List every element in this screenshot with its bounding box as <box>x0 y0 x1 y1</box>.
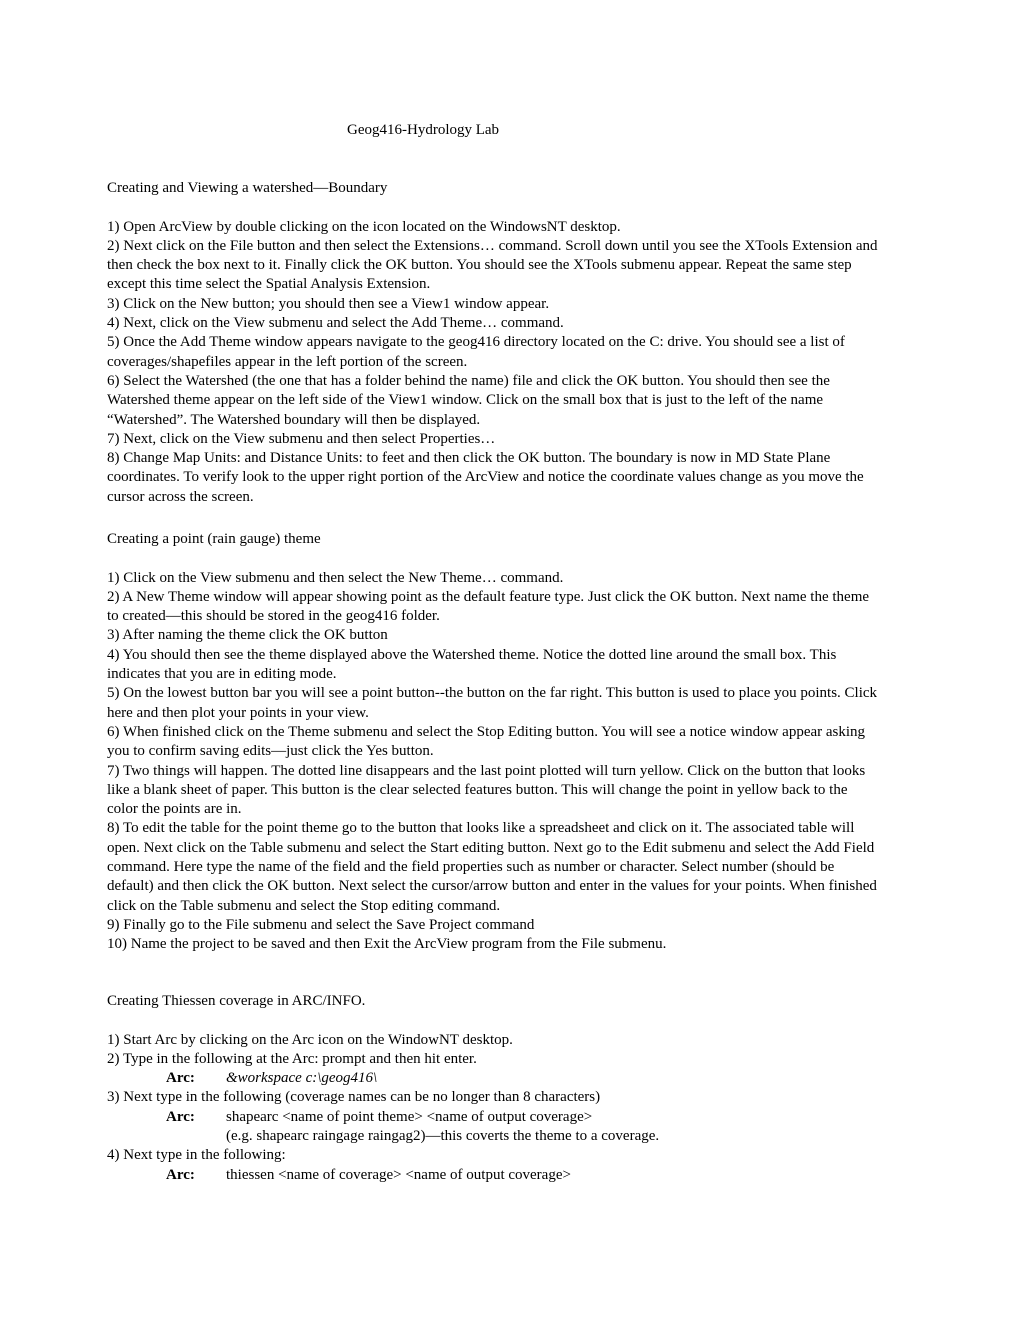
step: 6) Select the Watershed (the one that has a folder behind the name) file and click the OK button. You should then see the Watershed theme appear on the left side of the View1 window. Click on the small box that is just to the left of the name “Watershed”. The Watershed boundary will then be displayed. <box>107 372 830 428</box>
step: 6) When finished click on the Theme submenu and select the Stop Editing button. You will see a notice window appear asking you to confirm saving edits—just click the Yes button. <box>107 723 866 760</box>
step: 7) Next, click on the View submenu and then select Properties… <box>107 430 496 447</box>
step: 2) A New Theme window will appear showing point as the default feature type. Just click the OK button. Next name the theme to created—this should be stored in the geog416 folder. <box>107 588 870 625</box>
command-line <box>107 1166 882 1185</box>
section-thiessen <box>107 992 882 1185</box>
section-heading: Creating a point (rain gauge) theme <box>107 531 321 547</box>
section-heading: Creating Thiessen coverage in ARC/INFO. <box>107 993 366 1009</box>
section-watershed <box>107 179 882 507</box>
command-text: &workspace c:\geog416\ <box>226 1070 378 1087</box>
step: 9) Finally go to the File submenu and select the Save Project command <box>107 916 535 933</box>
document-title: Geog416-Hydrology Lab <box>347 122 500 138</box>
command-line <box>107 1108 882 1127</box>
step: 5) On the lowest button bar you will see a point button--the button on the far right. This button is used to place you points. Click here and then plot your points in your view. <box>107 685 878 721</box>
step: 8) Change Map Units: and Distance Units: to feet and then click the OK button. The boundary is now in MD State Plane coordinates. To verify look to the upper right portion of the ArcView and notice the coordinate values change as you move the cursor across the screen. <box>107 450 864 505</box>
step: 4) You should then see the theme displayed above the Watershed theme. Notice the dotted line around the small box. This indicates that you are in editing mode. <box>107 646 837 683</box>
step: 1) Click on the View submenu and then select the New Theme… command. <box>107 569 564 586</box>
command-example: (e.g. shapearc raingage raingag2)—this coverts the theme to a coverage. <box>226 1128 660 1145</box>
step: 3) After naming the theme click the OK button <box>107 627 388 644</box>
command-text: shapearc <name of point theme> <name of output coverage> <box>226 1108 593 1125</box>
section-steps <box>107 569 882 955</box>
arc-prompt: Arc: <box>166 1166 195 1183</box>
arc-prompt: Arc: <box>166 1070 195 1087</box>
step: 1) Start Arc by clicking on the Arc icon on the WindowNT desktop. <box>107 1031 513 1048</box>
step: 4) Next, click on the View submenu and select the Add Theme… command. <box>107 315 564 332</box>
step: 2) Next click on the File button and then select the Extensions… command. Scroll down until you see the XTools Extension and then check the box next to it. Finally click the OK button. You should see the XTools submenu appear. Repeat the same step except this time select the Spatial Analysis Extension. <box>107 237 878 293</box>
step: 5) Once the Add Theme window appears navigate to the geog416 directory located on the C: drive. You should see a list of coverages/shapefiles appear in the left portion of the screen. <box>107 334 845 370</box>
command-text: thiessen <name of coverage> <name of output coverage> <box>226 1166 571 1183</box>
step: 10) Name the project to be saved and then Exit the ArcView program from the File submenu. <box>107 936 667 953</box>
section-steps <box>107 218 882 507</box>
step: 3) Click on the New button; you should then see a View1 window appear. <box>107 295 550 312</box>
step: 2) Type in the following at the Arc: prompt and then hit enter. <box>107 1050 477 1067</box>
step: 1) Open ArcView by double clicking on the icon located on the WindowsNT desktop. <box>107 218 621 235</box>
section-point-theme <box>107 530 882 955</box>
arc-prompt: Arc: <box>166 1108 195 1125</box>
section-heading: Creating and Viewing a watershed—Boundary <box>107 180 388 196</box>
command-line <box>107 1069 882 1088</box>
step: 4) Next type in the following: <box>107 1147 286 1164</box>
step: 8) To edit the table for the point theme go to the button that looks like a spreadsheet and click on it. The associated table will open. Next click on the Table submenu and select the Start editing button. Next go to the Edit submenu and select the Add Field command. Here type the name of the field and the field properties such as number or character. Select number (should be default) and then click the OK button. Next select the cursor/arrow button and enter in the values for your points. When finished click on the Table submenu and select the Stop editing command. <box>107 820 877 914</box>
command-note <box>107 1127 882 1146</box>
step: 7) Two things will happen. The dotted line disappears and the last point plotted will turn yellow. Click on the button that looks like a blank sheet of paper. This button is the clear selected features button. This will change the point in yellow back to the color the points are in. <box>107 762 866 818</box>
step: 3) Next type in the following (coverage names can be no longer than 8 characters) <box>107 1089 601 1106</box>
